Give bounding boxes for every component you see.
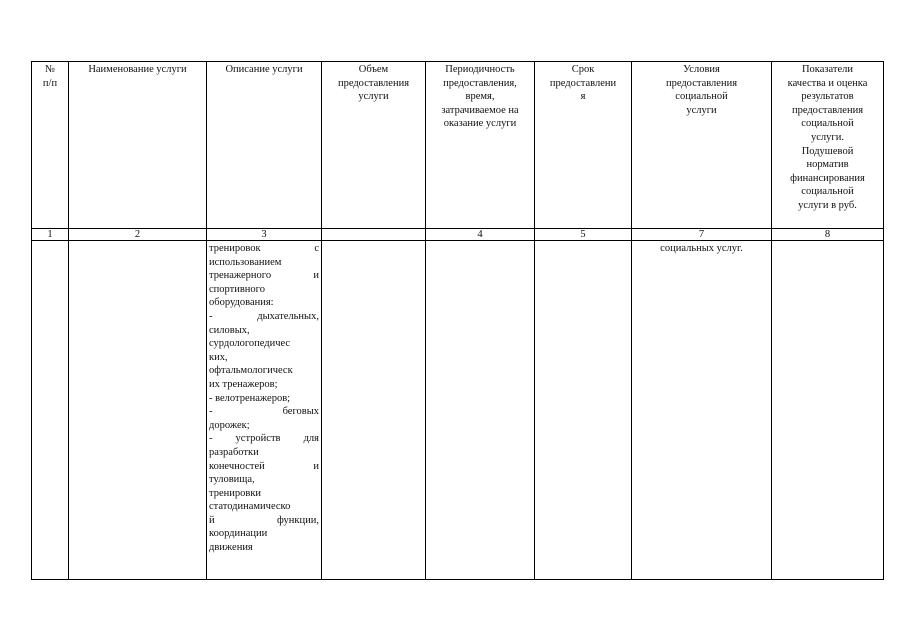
column-number-row [32,229,884,241]
header-cell-number: № п/п [32,62,69,229]
description-line: спортивного [209,283,265,295]
header-cell-term: Срок предоставлени я [535,62,632,229]
description-line: координации [209,528,268,540]
description-line: разработки [209,446,259,458]
description-line: силовых, [209,324,250,336]
column-number-cell: 4 [426,229,535,241]
header-cell-service-description: Описание услуги [207,62,322,229]
description-line: й функции, [209,514,319,526]
body-cell-periodicity [426,241,535,580]
description-line: - устройств для [209,433,319,445]
description-line: - беговых [209,406,319,418]
description-line: конечностей и [209,460,319,472]
services-table [31,61,884,580]
header-row [32,62,884,229]
body-cell-service-description [207,241,322,580]
column-number-cell: 2 [69,229,207,241]
description-line: ких, [209,351,228,363]
header-cell-service-name: Наименование услуги [69,62,207,229]
column-number-cell: 5 [535,229,632,241]
column-number-cell: 7 [632,229,772,241]
description-line: офтальмологическ [209,365,293,377]
column-number-cell: 8 [772,229,884,241]
column-number-cell [322,229,426,241]
body-cell-quality-indicators [772,241,884,580]
description-line: движения [209,542,253,554]
column-number-cell: 3 [207,229,322,241]
header-cell-quality-indicators: Показатели качества и оценка результатов предоставления социальной услуги. Подушевой норматив финансирования социальной услуги в руб. [772,62,884,229]
column-number-cell: 1 [32,229,69,241]
header-cell-conditions: Условия предоставления социальной услуги [632,62,772,229]
description-line: туловища, [209,474,255,486]
table-row [32,241,884,580]
header-cell-periodicity: Периодичность предоставления, время, затрачиваемое на оказание услуги [426,62,535,229]
body-cell-conditions: социальных услуг. [632,241,772,580]
description-line: оборудования: [209,297,274,309]
description-line: - велотренажеров; [209,392,291,404]
body-cell-service-volume [322,241,426,580]
description-line: их тренажеров; [209,378,278,390]
description-line: тренировки [209,487,262,499]
description-line: сурдологопедичес [209,338,291,350]
header-cell-service-volume: Объем предоставления услуги [322,62,426,229]
description-line: - дыхательных, [209,310,319,322]
description-text [209,242,319,555]
description-line: использованием [209,256,282,268]
description-line: тренажерного и [209,270,319,282]
body-cell-service-name [69,241,207,580]
description-line: статодинамическо [209,501,291,513]
description-line: дорожек; [209,419,250,431]
body-cell-number [32,241,69,580]
description-line: тренировок с [209,243,319,254]
body-cell-term [535,241,632,580]
